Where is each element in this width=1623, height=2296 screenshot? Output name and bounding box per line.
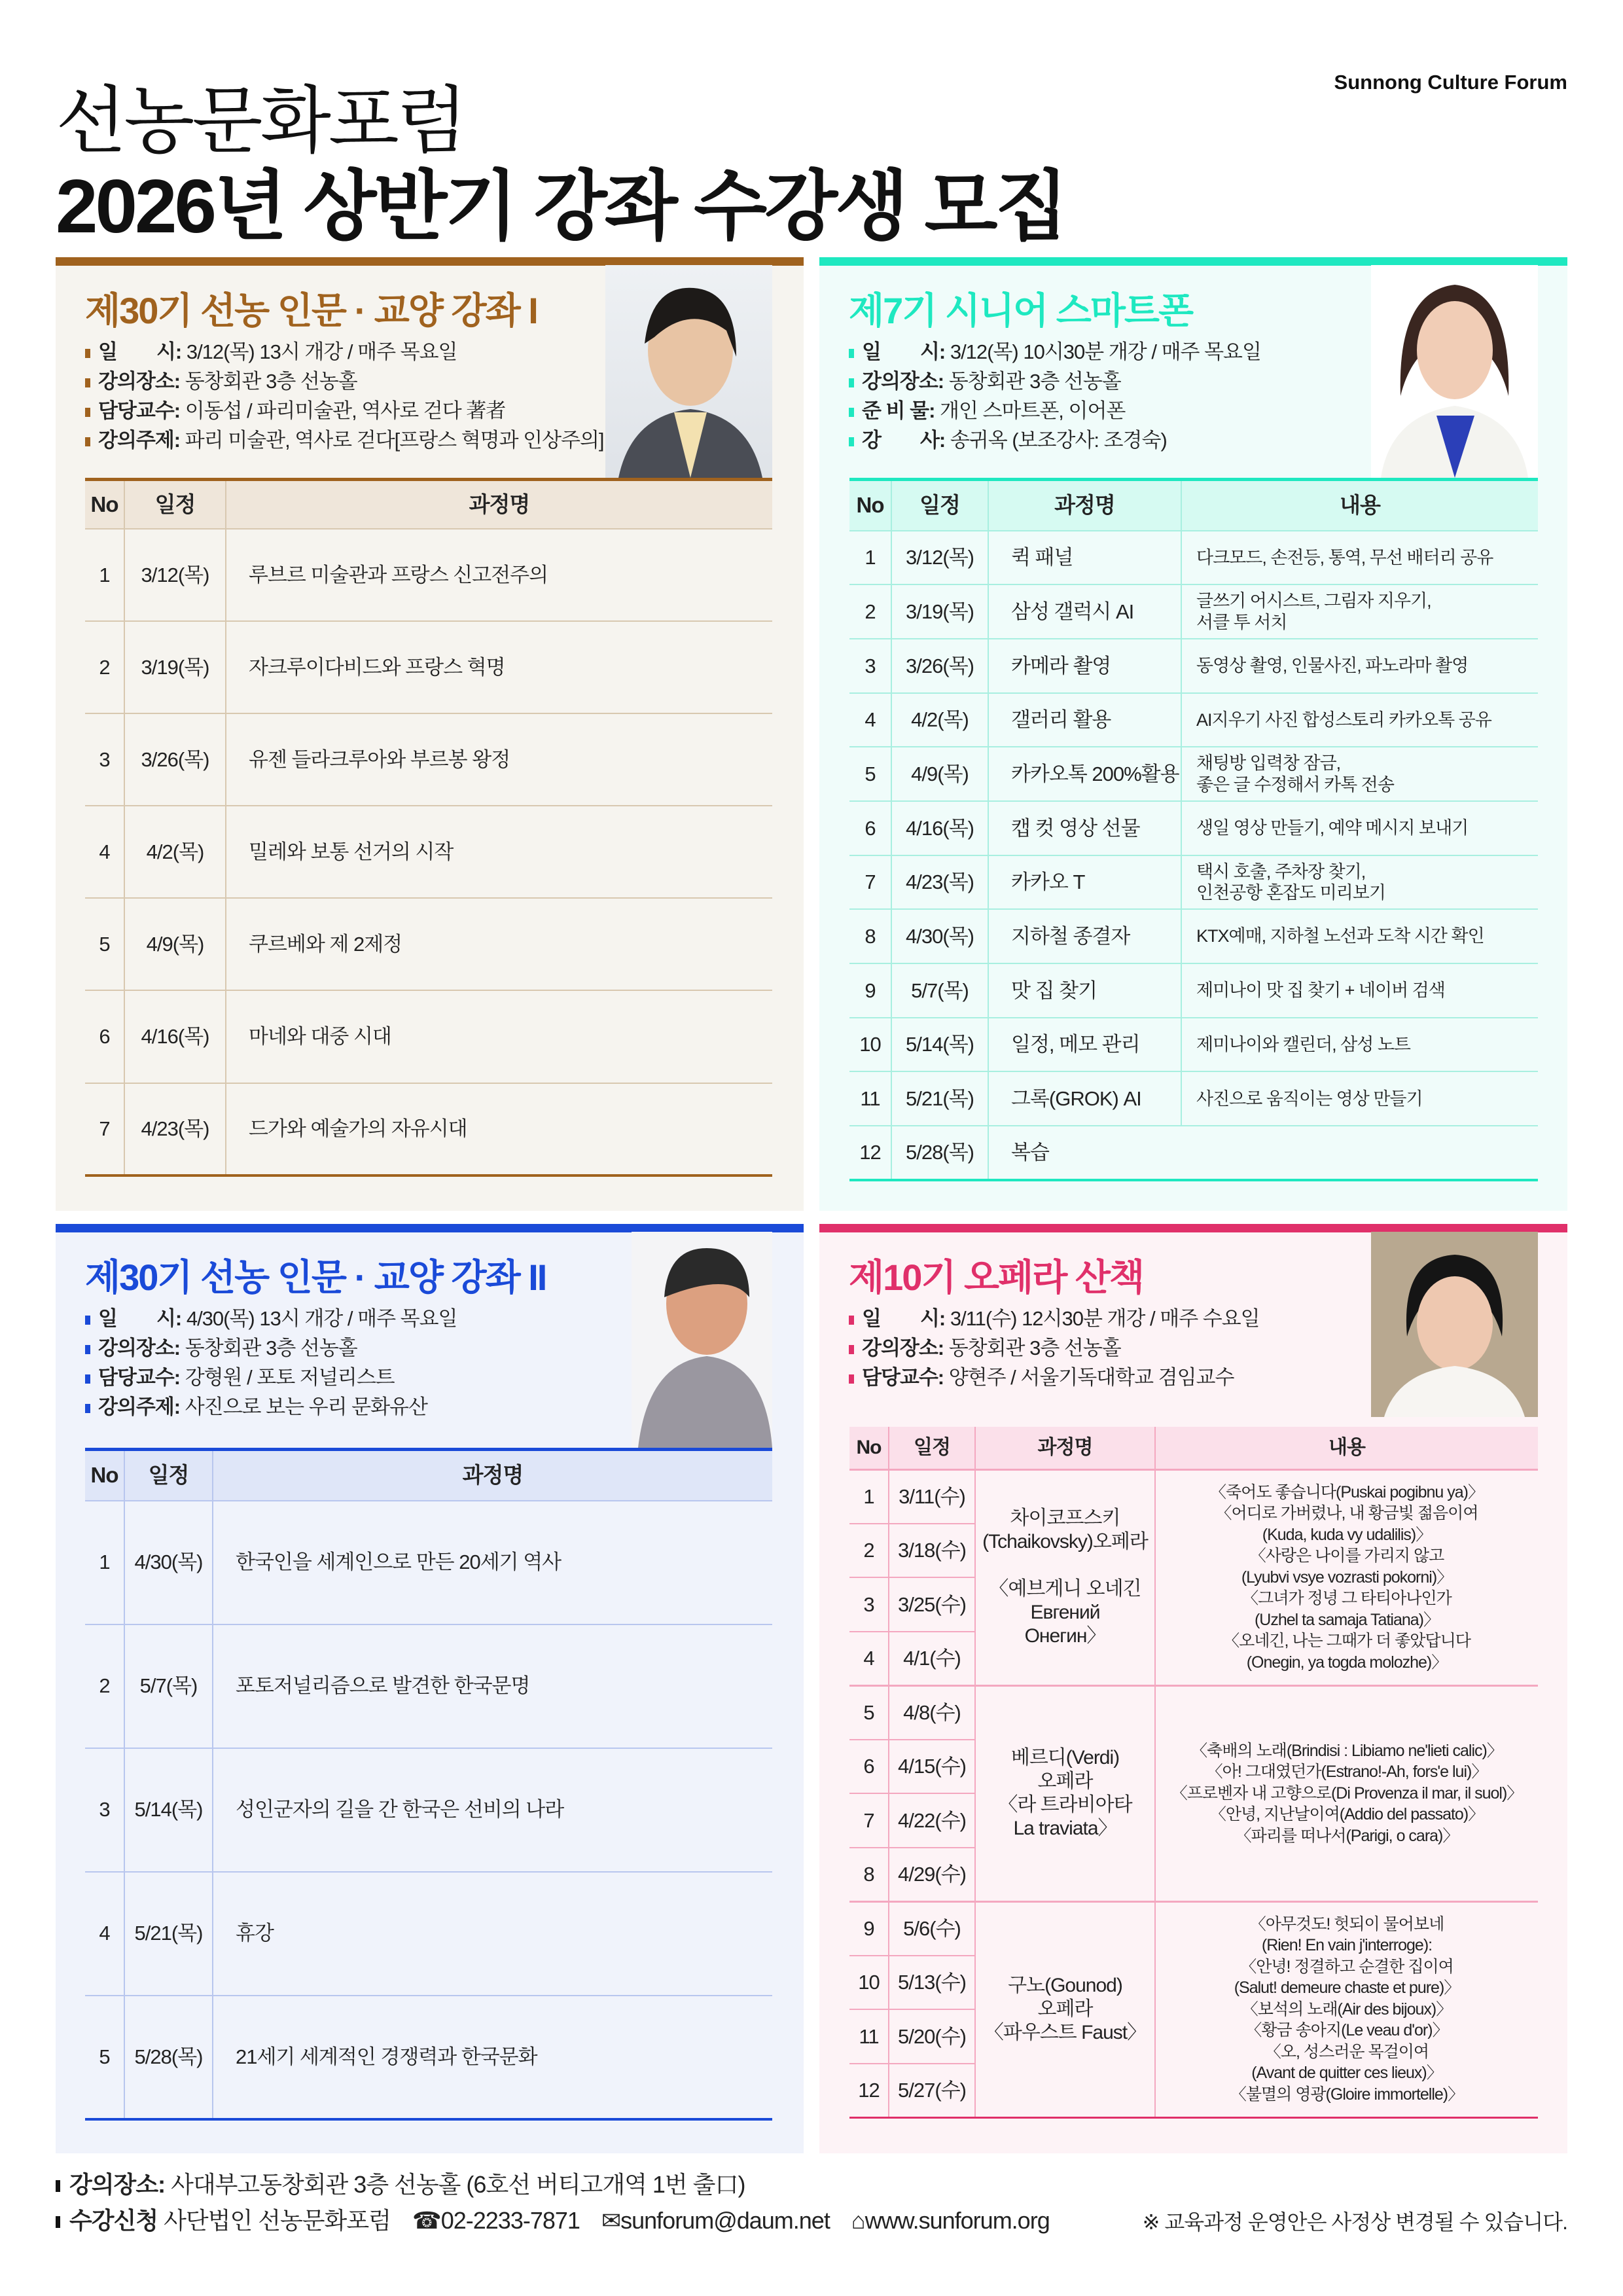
table-row xyxy=(849,1018,1538,1072)
table-cell: 퀵 패널 xyxy=(988,531,1181,585)
info-line xyxy=(85,1333,457,1363)
course-title: 제10기 오페라 산책 xyxy=(849,1257,1144,1298)
table-cell: 5 xyxy=(85,898,124,990)
table-cell: 4/2(목) xyxy=(891,693,988,747)
course-panel-humanities-1 xyxy=(56,257,804,1211)
info-label: 일 시: xyxy=(862,1307,946,1330)
info-label: 준 비 물: xyxy=(862,399,935,422)
table-cell: 3/12(목) xyxy=(124,529,226,621)
info-label: 담당교수: xyxy=(98,1366,181,1389)
info-label: 담당교수: xyxy=(98,399,181,422)
instructor-photo xyxy=(1371,1232,1538,1417)
table-cell: 5 xyxy=(85,1996,124,2119)
info-label: 강의장소: xyxy=(98,370,181,393)
bullet-icon xyxy=(85,1316,90,1325)
table-cell: 8 xyxy=(849,909,891,963)
bullet-icon xyxy=(56,2216,60,2228)
table-row xyxy=(849,963,1538,1018)
info-label: 강의주제: xyxy=(98,429,181,452)
info-value: 송귀옥 (보조강사: 조경숙) xyxy=(945,429,1167,452)
table-cell: 7 xyxy=(849,855,891,910)
info-value: 양현주 / 서울기독대학교 겸임교수 xyxy=(944,1366,1234,1389)
course-info xyxy=(849,1304,1260,1392)
table-cell: 드가와 예술가의 자유시대 xyxy=(226,1083,772,1175)
table-header xyxy=(849,1427,1538,1469)
table-cell: 5 xyxy=(849,747,891,801)
schedule-table xyxy=(85,1448,772,2121)
table-row xyxy=(849,1469,1538,1524)
table-cell: KTX예매, 지하철 노선과 도착 시간 확인 xyxy=(1181,909,1538,963)
table-header xyxy=(85,480,772,529)
table-cell: 5/14(목) xyxy=(891,1018,988,1072)
table-row xyxy=(849,531,1538,585)
column-header: No xyxy=(849,480,891,531)
info-label: 일 시: xyxy=(862,340,946,363)
info-label: 강 사: xyxy=(862,429,946,452)
opera-course: 베르디(Verdi) 오페라 〈라 트라비아타 La traviata〉 xyxy=(975,1685,1155,1901)
table-cell: 한국인을 세계인으로 만든 20세기 역사 xyxy=(213,1501,772,1624)
bullet-icon xyxy=(849,408,854,417)
column-header: 내용 xyxy=(1155,1427,1538,1469)
table-cell: 성인군자의 길을 간 한국은 선비의 나라 xyxy=(213,1748,772,1872)
table-cell: 맛 집 찾기 xyxy=(988,963,1181,1018)
info-value: 동창회관 3층 선농홀 xyxy=(944,1336,1121,1359)
column-header: 내용 xyxy=(1181,480,1538,531)
table-cell: 일정, 메모 관리 xyxy=(988,1018,1181,1072)
footer-apply xyxy=(56,2202,1050,2236)
schedule-table xyxy=(849,478,1538,1181)
column-header: No xyxy=(849,1427,889,1469)
table-cell: 5/14(목) xyxy=(124,1748,213,1872)
apply-label: 수강신청 xyxy=(69,2207,158,2234)
table-cell: 1 xyxy=(849,531,891,585)
table-row xyxy=(849,747,1538,801)
table-cell: AI지우기 사진 합성스토리 카카오톡 공유 xyxy=(1181,693,1538,747)
table-row xyxy=(849,693,1538,747)
table-cell: 5/28(목) xyxy=(124,1996,213,2119)
table-header xyxy=(849,480,1538,531)
session-date: 4/1(수) xyxy=(889,1632,975,1686)
schedule-table xyxy=(85,478,772,1177)
title-line-1: 선농문화포럼 xyxy=(56,80,465,162)
opera-arias: 〈아무것도! 헛되이 물어보네 (Rien! En vain j'interroge): 〈안녕! 정결하고 순결한 집이여 (Salut! demeure chaste et pure)〉 〈보석의 노래(Air des bijoux)〉 〈황금 송아지(Le veau d'or)〉 〈오, 성스러운 목걸이여 (Avant de quitter ces lieux)〉 〈불멸의 영광(Gloire immortelle)〉 xyxy=(1155,1901,1538,2117)
bullet-icon xyxy=(849,1374,854,1384)
table-cell: 마네와 대중 시대 xyxy=(226,990,772,1083)
session-number: 8 xyxy=(849,1848,889,1902)
table-cell: 카카오 T xyxy=(988,855,1181,910)
info-line xyxy=(85,1392,457,1422)
table-cell: 4/30(목) xyxy=(891,909,988,963)
course-info xyxy=(85,337,604,455)
table-cell: 5/7(목) xyxy=(891,963,988,1018)
opera-arias: 〈죽어도 좋습니다(Puskai pogibnu ya)〉 〈어디로 가버렸나, 내 황금빛 젊음이여 (Kuda, kuda vy udalilis)〉 〈사랑은 나이를 가리지 않고 (Lyubvi vsye vozrasti pokorni)〉 〈그녀가 정녕 그 타티아나인가 (Uzhel ta samaja Tatiana)〉 〈오네긴, 나는 그때가 더 좋았답니다 (Onegin, ya togda molozhe)〉 xyxy=(1155,1469,1538,1685)
info-label: 일 시: xyxy=(98,340,182,363)
table-cell: 카메라 촬영 xyxy=(988,639,1181,693)
info-label: 일 시: xyxy=(98,1307,182,1330)
table-cell: 3 xyxy=(85,713,124,806)
instructor-photo xyxy=(605,265,772,478)
info-line xyxy=(849,425,1261,455)
info-line xyxy=(849,337,1261,367)
title-line-2: 2026년 상반기 강좌 수강생 모집 xyxy=(56,164,1066,249)
table-cell: 쿠르베와 제 2제정 xyxy=(226,898,772,990)
table-cell: 4/9(목) xyxy=(124,898,226,990)
info-line xyxy=(849,1333,1260,1363)
table-row xyxy=(85,1501,772,1624)
session-date: 3/25(수) xyxy=(889,1577,975,1632)
info-label: 담당교수: xyxy=(862,1366,944,1389)
table-cell: 갤러리 활용 xyxy=(988,693,1181,747)
table-row xyxy=(849,855,1538,910)
info-line xyxy=(85,367,604,396)
table-cell: 4/16(목) xyxy=(124,990,226,1083)
info-value: 동창회관 3층 선농홀 xyxy=(180,370,357,393)
table-cell: 포토저널리즘으로 발견한 한국문명 xyxy=(213,1624,772,1748)
website-link[interactable]: www.sunforum.org xyxy=(865,2207,1050,2234)
table-cell: 4/30(목) xyxy=(124,1501,213,1624)
table-cell: 밀레와 보통 선거의 시작 xyxy=(226,806,772,898)
table-cell: 제미나이와 캘린더, 삼성 노트 xyxy=(1181,1018,1538,1072)
table-cell: 그록(GROK) AI xyxy=(988,1071,1181,1126)
bullet-icon xyxy=(849,1345,854,1354)
info-line xyxy=(849,367,1261,396)
table-cell: 글쓰기 어시스트, 그림자 지우기, 서클 투 서치 xyxy=(1181,584,1538,639)
opera-arias: 〈축배의 노래(Brindisi : Libiamo ne'lieti calic)〉 〈아! 그대였던가(Estrano!-Ah, fors'e lui)〉 〈프로벤자 내 고향으로(Di Provenza il mar, il suol)〉 〈안녕, 지난날이여(Addio del passato)〉 〈파리를 떠나서(Parigi, o cara)〉 xyxy=(1155,1685,1538,1901)
bullet-icon xyxy=(85,349,90,358)
bullet-icon xyxy=(85,378,90,387)
table-row xyxy=(85,990,772,1083)
bullet-icon xyxy=(85,1404,90,1413)
table-cell: 5/28(목) xyxy=(891,1126,988,1180)
table-row xyxy=(849,1901,1538,1956)
schedule-table xyxy=(849,1427,1538,2119)
table-row xyxy=(85,713,772,806)
table-cell: 2 xyxy=(849,584,891,639)
table-cell: 3/19(목) xyxy=(891,584,988,639)
table-cell: 4 xyxy=(85,806,124,898)
session-number: 6 xyxy=(849,1740,889,1794)
venue-label: 강의장소: xyxy=(69,2171,166,2198)
session-number: 3 xyxy=(849,1577,889,1632)
table-cell: 7 xyxy=(85,1083,124,1175)
info-label: 강의장소: xyxy=(862,1336,944,1359)
table-cell: 복습 xyxy=(988,1126,1538,1180)
column-header: 일정 xyxy=(889,1427,975,1469)
mail-icon: ✉ xyxy=(601,2207,621,2234)
session-number: 2 xyxy=(849,1524,889,1578)
table-cell: 2 xyxy=(85,621,124,713)
session-date: 5/27(수) xyxy=(889,2064,975,2118)
table-cell: 3/26(목) xyxy=(891,639,988,693)
table-cell: 삼성 갤럭시 AI xyxy=(988,584,1181,639)
info-label: 강의장소: xyxy=(862,370,944,393)
table-cell: 택시 호출, 주차장 찾기, 인천공항 혼잡도 미리보기 xyxy=(1181,855,1538,910)
info-value: 3/12(목) 13시 개강 / 매주 목요일 xyxy=(181,340,457,363)
info-value: 3/12(목) 10시30분 개강 / 매주 목요일 xyxy=(945,340,1261,363)
table-cell: 4/16(목) xyxy=(891,801,988,855)
table-cell: 4/23(목) xyxy=(124,1083,226,1175)
table-row xyxy=(849,1685,1538,1740)
table-cell: 4 xyxy=(849,693,891,747)
table-row xyxy=(85,898,772,990)
table-cell: 3/19(목) xyxy=(124,621,226,713)
course-panel-opera xyxy=(819,1224,1567,2153)
course-panel-humanities-2 xyxy=(56,1224,804,2153)
info-line xyxy=(849,1304,1260,1333)
table-cell: 3/26(목) xyxy=(124,713,226,806)
session-number: 4 xyxy=(849,1632,889,1686)
table-cell: 루브르 미술관과 프랑스 신고전주의 xyxy=(226,529,772,621)
phone-icon: ☎ xyxy=(412,2207,441,2234)
table-row xyxy=(849,1071,1538,1126)
info-line xyxy=(85,337,604,367)
bullet-icon xyxy=(849,378,854,387)
footer-venue xyxy=(56,2166,745,2200)
info-value: 강형원 / 포토 저널리스트 xyxy=(180,1366,395,1389)
table-cell: 4/2(목) xyxy=(124,806,226,898)
table-row xyxy=(85,1083,772,1175)
table-row xyxy=(849,801,1538,855)
session-date: 4/29(수) xyxy=(889,1848,975,1902)
table-cell: 5/21(목) xyxy=(124,1872,213,1996)
session-date: 5/6(수) xyxy=(889,1901,975,1956)
org-name: 사단법인 선농문화포럼 xyxy=(158,2207,391,2234)
table-row xyxy=(85,1996,772,2119)
session-date: 5/20(수) xyxy=(889,2009,975,2064)
table-cell: 지하철 종결자 xyxy=(988,909,1181,963)
table-cell: 4 xyxy=(85,1872,124,1996)
info-line xyxy=(849,1363,1260,1392)
info-value: 파리 미술관, 역사로 걷다[프랑스 혁명과 인상주의] xyxy=(180,429,604,452)
info-line xyxy=(85,396,604,425)
table-cell: 자크루이다비드와 프랑스 혁명 xyxy=(226,621,772,713)
course-info xyxy=(849,337,1261,455)
session-number: 11 xyxy=(849,2009,889,2064)
info-label: 강의장소: xyxy=(98,1336,181,1359)
table-cell: 5/7(목) xyxy=(124,1624,213,1748)
info-value: 동창회관 3층 선농홀 xyxy=(180,1336,357,1359)
table-cell: 제미나이 맛 집 찾기 + 네이버 검색 xyxy=(1181,963,1538,1018)
phone-number[interactable]: 02-2233-7871 xyxy=(440,2207,580,2234)
table-cell: 채팅방 입력창 잠금, 좋은 글 수정해서 카톡 전송 xyxy=(1181,747,1538,801)
opera-course: 차이코프스키 (Tchaikovsky)오페라 〈예브게니 오네긴 Евгений Онегин〉 xyxy=(975,1469,1155,1685)
instructor-photo xyxy=(1371,265,1538,478)
table-cell: 10 xyxy=(849,1018,891,1072)
change-notice: ※ 교육과정 운영안은 사정상 변경될 수 있습니다. xyxy=(1142,2210,1567,2234)
bullet-icon xyxy=(849,437,854,446)
course-title: 제30기 선농 인문 · 교양 강좌 I xyxy=(85,290,537,331)
info-value: 사진으로 보는 우리 문화유산 xyxy=(180,1395,427,1418)
table-cell: 사진으로 움직이는 영상 만들기 xyxy=(1181,1071,1538,1126)
brand-name: Sunnong Culture Forum xyxy=(1334,71,1567,94)
bullet-icon xyxy=(85,1374,90,1384)
info-line xyxy=(849,396,1261,425)
table-cell: 5/21(목) xyxy=(891,1071,988,1126)
info-line xyxy=(85,1304,457,1333)
column-header: 과정명 xyxy=(226,480,772,529)
venue-text: 사대부고동창회관 3층 선농홀 (6호선 버티고개역 1번 출口) xyxy=(165,2171,745,2198)
session-number: 9 xyxy=(849,1901,889,1956)
table-cell: 카카오톡 200%활용 xyxy=(988,747,1181,801)
column-header: No xyxy=(85,1450,124,1501)
table-cell: 6 xyxy=(85,990,124,1083)
table-row xyxy=(849,1126,1538,1180)
session-number: 1 xyxy=(849,1469,889,1524)
session-number: 10 xyxy=(849,1956,889,2010)
table-cell: 동영상 촬영, 인물사진, 파노라마 촬영 xyxy=(1181,639,1538,693)
table-cell: 6 xyxy=(849,801,891,855)
column-header: 과정명 xyxy=(975,1427,1155,1469)
course-title: 제30기 선농 인문 · 교양 강좌 II xyxy=(85,1257,546,1298)
table-cell: 3/12(목) xyxy=(891,531,988,585)
course-title: 제7기 시니어 스마트폰 xyxy=(849,290,1193,331)
email-link[interactable]: sunforum@daum.net xyxy=(620,2207,830,2234)
table-cell: 9 xyxy=(849,963,891,1018)
info-value: 동창회관 3층 선농홀 xyxy=(944,370,1121,393)
table-cell: 11 xyxy=(849,1071,891,1126)
table-cell: 1 xyxy=(85,529,124,621)
opera-course: 구노(Gounod) 오페라 〈파우스트 Faust〉 xyxy=(975,1901,1155,2117)
course-info xyxy=(85,1304,457,1422)
bullet-icon xyxy=(85,437,90,446)
bullet-icon xyxy=(85,408,90,417)
table-row xyxy=(85,1748,772,1872)
session-date: 3/11(수) xyxy=(889,1469,975,1524)
table-row xyxy=(85,621,772,713)
info-value: 3/11(수) 12시30분 개강 / 매주 수요일 xyxy=(945,1307,1260,1330)
table-cell: 3 xyxy=(85,1748,124,1872)
instructor-photo xyxy=(632,1232,772,1448)
column-header: 일정 xyxy=(124,1450,213,1501)
table-row xyxy=(85,1624,772,1748)
table-cell: 휴강 xyxy=(213,1872,772,1996)
table-cell: 3 xyxy=(849,639,891,693)
session-number: 7 xyxy=(849,1793,889,1848)
table-row xyxy=(85,1872,772,1996)
table-row xyxy=(849,909,1538,963)
table-cell: 다크모드, 손전등, 통역, 무선 배터리 공유 xyxy=(1181,531,1538,585)
table-cell: 12 xyxy=(849,1126,891,1180)
session-date: 4/15(수) xyxy=(889,1740,975,1794)
course-panel-smartphone xyxy=(819,257,1567,1211)
column-header: 과정명 xyxy=(988,480,1181,531)
table-cell: 캡 컷 영상 선물 xyxy=(988,801,1181,855)
column-header: 과정명 xyxy=(213,1450,772,1501)
bullet-icon xyxy=(849,1316,854,1325)
table-row xyxy=(85,806,772,898)
info-value: 개인 스마트폰, 이어폰 xyxy=(935,399,1126,422)
table-cell: 1 xyxy=(85,1501,124,1624)
table-row xyxy=(849,584,1538,639)
info-label: 강의주제: xyxy=(98,1395,181,1418)
table-header xyxy=(85,1450,772,1501)
table-cell: 유젠 들라크루아와 부르봉 왕정 xyxy=(226,713,772,806)
column-header: No xyxy=(85,480,124,529)
bullet-icon xyxy=(85,1345,90,1354)
session-number: 5 xyxy=(849,1685,889,1740)
bullet-icon xyxy=(56,2180,60,2192)
session-date: 4/8(수) xyxy=(889,1685,975,1740)
info-value: 이동섭 / 파리미술관, 역사로 걷다 著者 xyxy=(180,399,506,422)
session-date: 5/13(수) xyxy=(889,1956,975,2010)
table-cell: 생일 영상 만들기, 예약 메시지 보내기 xyxy=(1181,801,1538,855)
table-cell: 21세기 세계적인 경쟁력과 한국문화 xyxy=(213,1996,772,2119)
table-row xyxy=(849,639,1538,693)
column-header: 일정 xyxy=(891,480,988,531)
table-row xyxy=(85,529,772,621)
table-cell: 4/9(목) xyxy=(891,747,988,801)
home-icon: ⌂ xyxy=(851,2207,865,2234)
info-value: 4/30(목) 13시 개강 / 매주 목요일 xyxy=(181,1307,457,1330)
session-number: 12 xyxy=(849,2064,889,2118)
column-header: 일정 xyxy=(124,480,226,529)
session-date: 4/22(수) xyxy=(889,1793,975,1848)
session-date: 3/18(수) xyxy=(889,1524,975,1578)
table-cell: 4/23(목) xyxy=(891,855,988,910)
table-cell: 2 xyxy=(85,1624,124,1748)
bullet-icon xyxy=(849,349,854,358)
info-line xyxy=(85,425,604,455)
info-line xyxy=(85,1363,457,1392)
